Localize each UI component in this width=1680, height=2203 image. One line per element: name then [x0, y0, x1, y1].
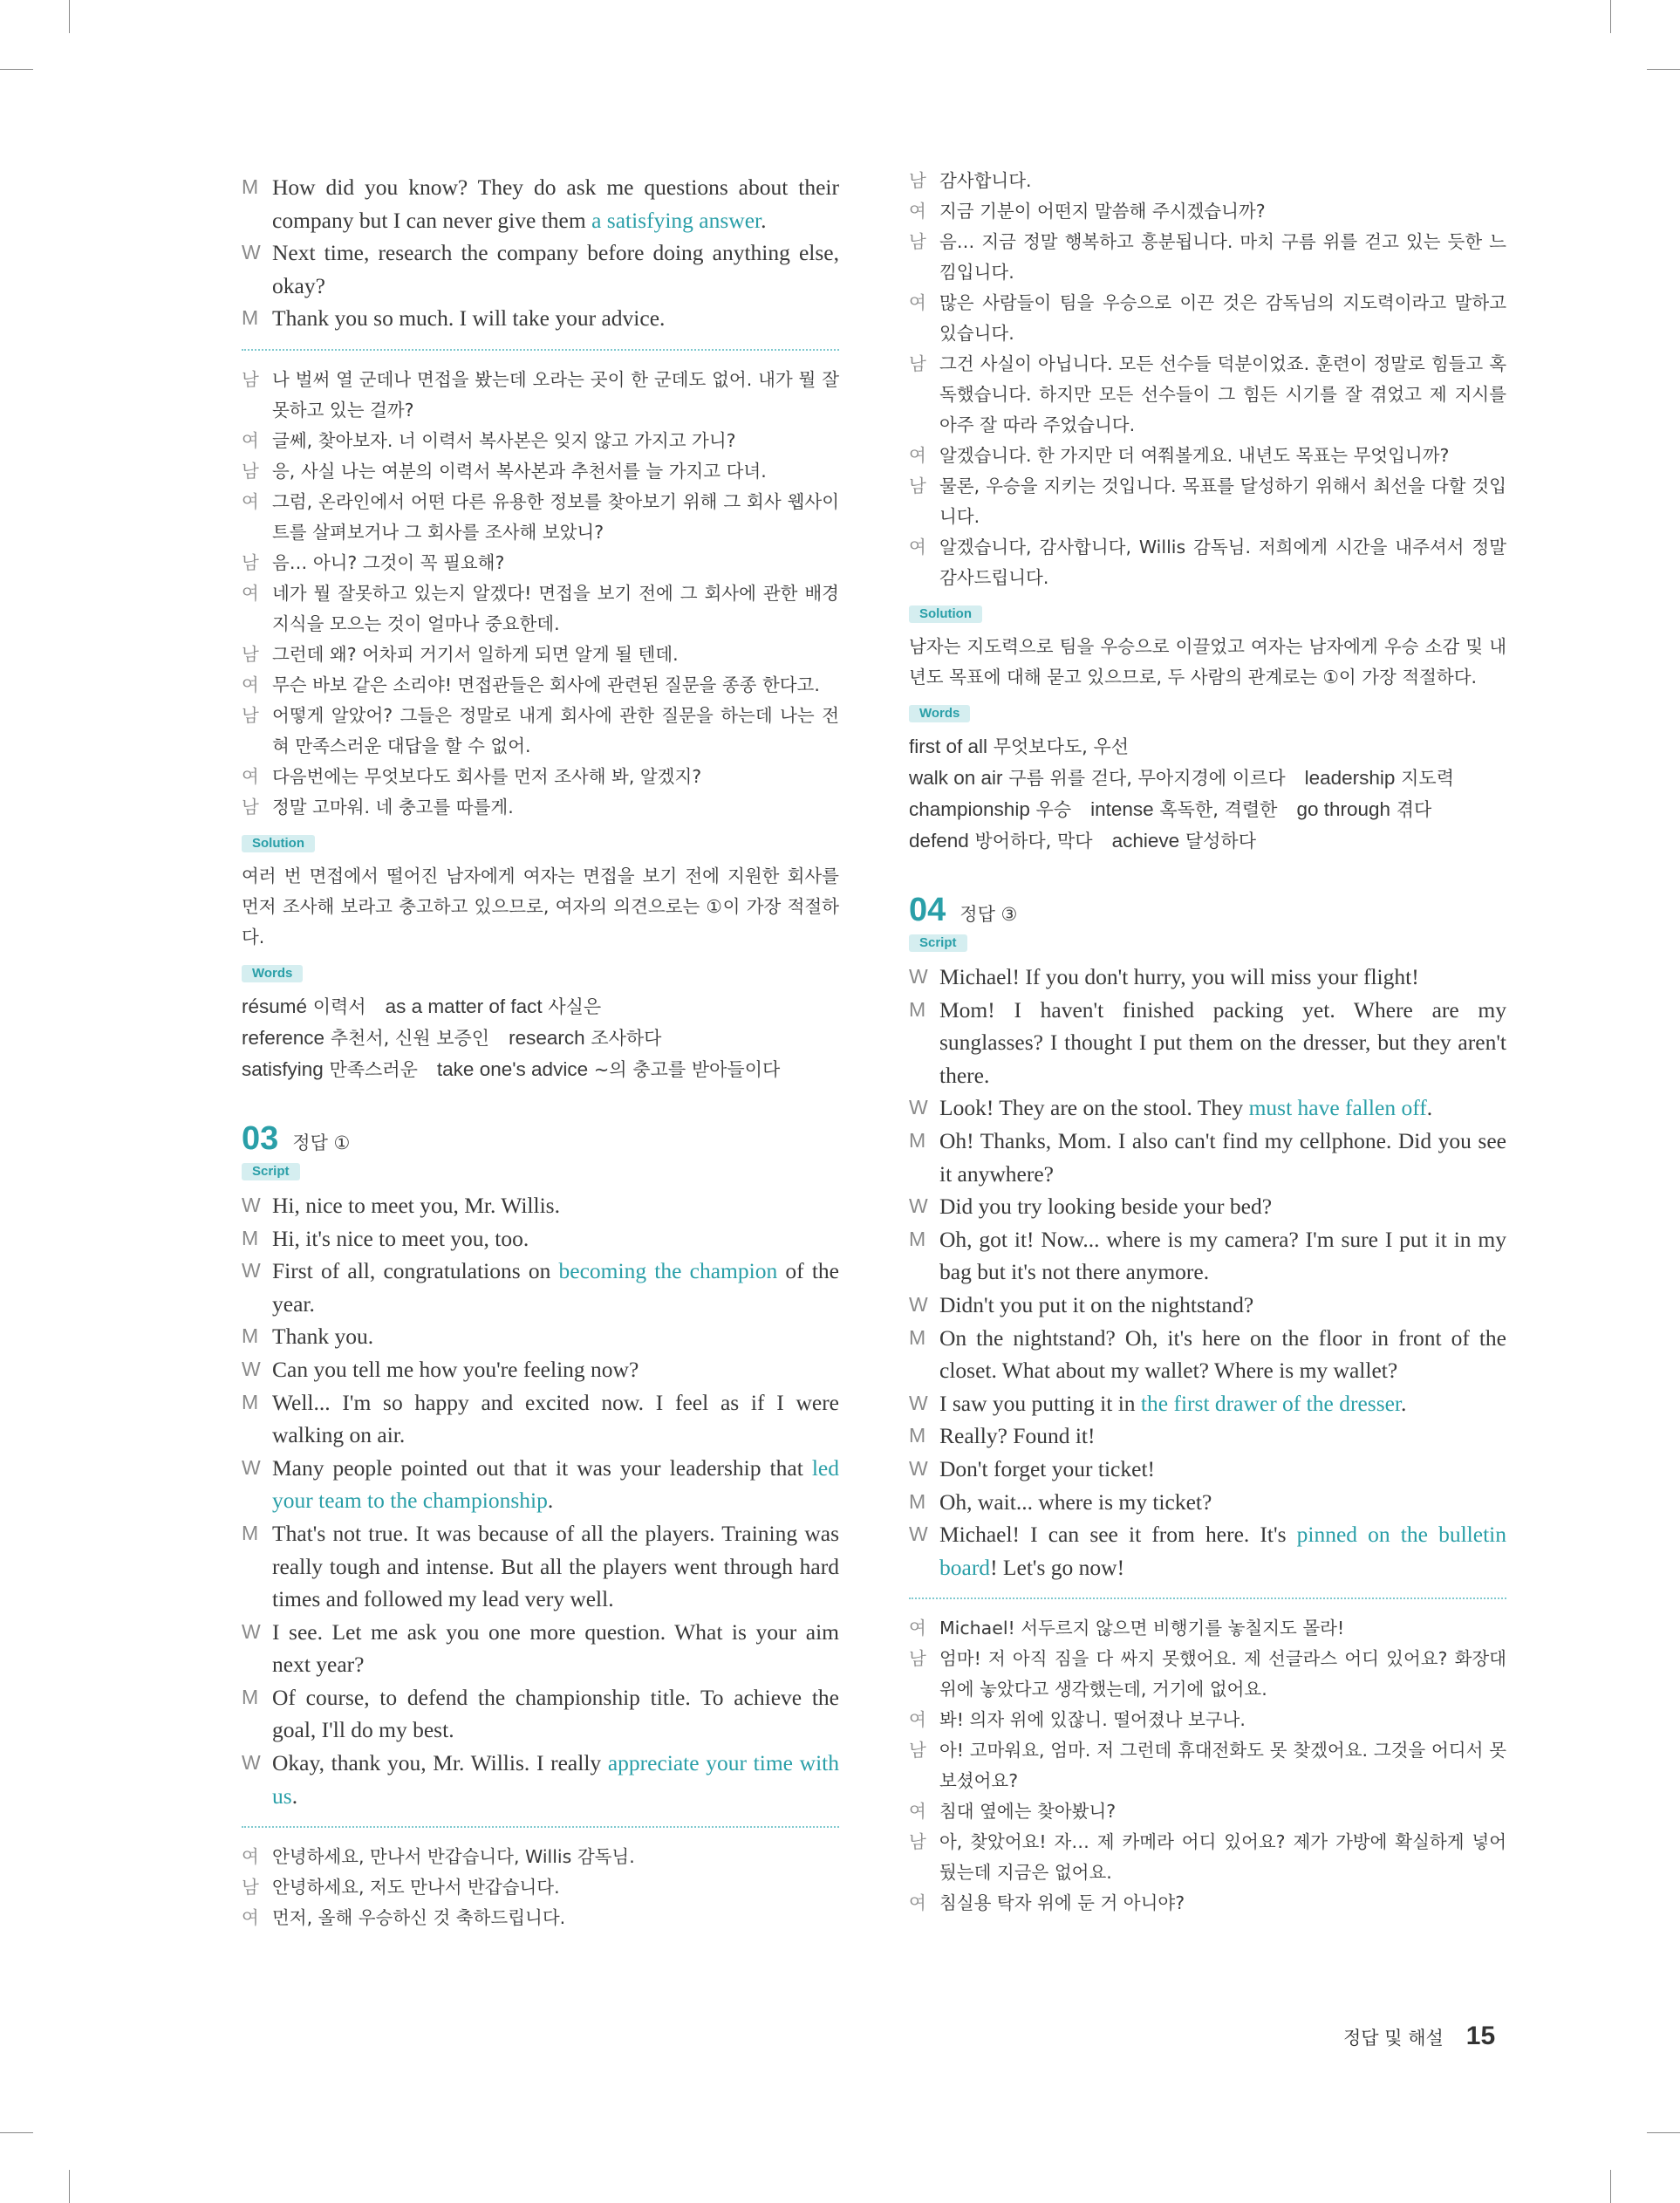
text-segment: of the year. — [272, 1258, 839, 1317]
speaker-label: W — [242, 1455, 261, 1479]
word-english: first of all — [909, 735, 988, 757]
dialog-line — [242, 236, 839, 302]
word-english: research — [509, 1026, 585, 1049]
speaker-label: 여 — [242, 582, 259, 604]
dialog-text: 음… 지금 정말 행복하고 흥분됩니다. 마치 구름 위를 걷고 있는 듯한 느낌입니다. — [939, 231, 1506, 283]
word-english: championship — [909, 798, 1030, 820]
speaker-label: 여 — [242, 429, 259, 451]
dialog-text: 안녕하세요, 저도 만나서 반갑습니다. — [272, 1877, 560, 1899]
dialog-text — [939, 1223, 1506, 1289]
dialog-text: 침대 옆에는 찾아봤니? — [939, 1801, 1117, 1823]
speaker-label: 남 — [909, 475, 926, 496]
word-item — [1112, 831, 1256, 852]
speaker-label: M — [909, 997, 926, 1021]
word-item — [1305, 768, 1454, 789]
dialog-line — [909, 1289, 1506, 1322]
text-segment: Thank you so much. I will take your advice. — [272, 305, 666, 332]
dialog-line — [909, 471, 1506, 532]
dialog-line — [909, 532, 1506, 593]
dialog-line — [242, 365, 839, 426]
highlighted-phrase: led your team to the championship — [272, 1454, 839, 1514]
word-meaning: 겪다 — [1396, 799, 1432, 820]
left-column — [242, 171, 839, 1933]
text-segment: Hi, it's nice to meet you, too. — [272, 1225, 529, 1251]
dialog-line — [242, 1255, 839, 1320]
dialog-ko-q04 — [909, 1613, 1506, 1919]
text-segment: Mom! I haven't finished packing yet. Where are my sunglasses? I thought I put them on the dresser, but they aren't there. — [939, 996, 1506, 1088]
dialog-text — [939, 1289, 1506, 1322]
dialog-line — [242, 1616, 839, 1681]
crop-mark-top-right-h — [1647, 69, 1680, 70]
speaker-label: 여 — [242, 765, 259, 787]
dialog-line — [909, 227, 1506, 288]
dialog-line — [909, 349, 1506, 441]
word-item — [242, 996, 366, 1017]
speaker-label: W — [242, 1357, 261, 1380]
dialog-text — [939, 1125, 1506, 1190]
speaker-label: 남 — [909, 170, 926, 191]
text-segment: . — [547, 1488, 554, 1514]
dialog-text: 먼저, 올해 우승하신 것 축하드립니다. — [272, 1907, 566, 1929]
text-segment: Well... I'm so happy and excited now. I feel as if I were walking on air. — [272, 1389, 839, 1448]
dialog-text — [939, 1420, 1506, 1453]
highlighted-phrase: the first drawer of the dresser — [1140, 1390, 1402, 1416]
dialog-line — [242, 1452, 839, 1517]
speaker-label: M — [242, 175, 259, 198]
word-item — [909, 799, 1071, 820]
dotted-separator — [242, 1826, 839, 1828]
dialog-line — [242, 426, 839, 456]
text-segment: . — [1426, 1095, 1433, 1121]
crop-mark-top-right-v — [1610, 0, 1611, 33]
speaker-label: 여 — [242, 1907, 259, 1929]
dialog-text — [939, 1387, 1506, 1420]
right-column — [909, 166, 1506, 1919]
text-segment: . — [291, 1782, 298, 1809]
text-segment: Hi, nice to meet you, Mr. Willis. — [272, 1192, 560, 1218]
highlighted-phrase: a satisfying answer — [591, 207, 761, 233]
dialog-text: 알겠습니다, 감사합니다, Willis 감독님. 저희에게 시간을 내주셔서 정말 감사드립니다. — [939, 537, 1506, 588]
dialog-text: 그런데 왜? 어차피 거기서 일하게 되면 알게 될 텐데. — [272, 643, 679, 665]
text-segment: Oh! Thanks, Mom. I also can't find my cellphone. Did you see it anywhere? — [939, 1127, 1506, 1187]
dialog-text: 무슨 바보 같은 소리야! 면접관들은 회사에 관련된 질문을 종종 한다고. — [272, 674, 820, 695]
speaker-label: 남 — [242, 460, 259, 482]
dialog-text: 알겠습니다. 한 가지만 더 여쭤볼게요. 내년도 목표는 무엇입니까? — [939, 445, 1450, 466]
dialog-text: 지금 기분이 어떤지 말씀해 주시겠습니까? — [939, 201, 1266, 222]
dialog-text — [272, 1681, 839, 1747]
speaker-label: 여 — [909, 445, 926, 466]
speaker-label: M — [242, 1226, 259, 1249]
speaker-label: W — [242, 1193, 261, 1216]
dialog-line — [909, 1125, 1506, 1190]
speaker-label: 남 — [909, 1740, 926, 1762]
word-meaning: 우승 — [1035, 799, 1072, 820]
speaker-label: M — [242, 1390, 259, 1413]
dialog-en-top — [242, 171, 839, 335]
speaker-label: M — [909, 1489, 926, 1513]
text-segment: Okay, thank you, Mr. Willis. I really — [272, 1750, 608, 1776]
text-segment: First of all, congratulations on — [272, 1258, 559, 1284]
speaker-label: W — [909, 1391, 928, 1414]
dialog-text — [939, 1453, 1506, 1486]
word-meaning: ~의 충고를 받아들이다 — [593, 1058, 781, 1080]
speaker-label: M — [909, 1325, 926, 1349]
dialog-line — [909, 196, 1506, 227]
crop-mark-bottom-left-v — [69, 2170, 70, 2203]
word-item — [242, 1028, 489, 1049]
speaker-label: M — [909, 1128, 926, 1152]
dialog-ko-top — [242, 365, 839, 823]
dialog-line — [909, 1322, 1506, 1387]
dialog-line — [242, 1747, 839, 1812]
speaker-label: 남 — [242, 368, 259, 390]
word-english: reference — [242, 1026, 325, 1049]
word-english: satisfying — [242, 1057, 324, 1080]
dialog-line — [242, 1320, 839, 1353]
dialog-text — [272, 1320, 839, 1353]
crop-mark-top-left-v — [69, 0, 70, 33]
question-header-04 — [909, 892, 1506, 929]
word-item — [242, 1059, 418, 1080]
dialog-text: 그럼, 온라인에서 어떤 다른 유용한 정보를 찾아보기 위해 그 회사 웹사이트를 살펴보거나 그 회사를 조사해 보았니? — [272, 490, 839, 543]
dotted-separator — [909, 1598, 1506, 1599]
dialog-text — [939, 1091, 1506, 1125]
speaker-label: 여 — [909, 292, 926, 313]
text-segment: Many people pointed out that it was your leadership that — [272, 1454, 812, 1481]
speaker-label: 남 — [242, 551, 259, 573]
word-english: intense — [1090, 798, 1154, 820]
highlighted-phrase: pinned on the bulletin board — [939, 1522, 1507, 1580]
text-segment: On the nightstand? Oh, it's here on the floor in front of the closet. What about my wallet? Where is my wallet? — [939, 1324, 1506, 1384]
dialog-line — [909, 1735, 1506, 1796]
dialog-line — [909, 1796, 1506, 1827]
text-segment: Next time, research the company before doing anything else, okay? — [272, 240, 839, 298]
dialog-line — [909, 1486, 1506, 1519]
dialog-text: 나 벌써 열 군데나 면접을 봤는데 오라는 곳이 한 군데도 없어. 내가 뭘 잘못하고 있는 걸까? — [272, 368, 839, 421]
dialog-text: 아! 고마워요, 엄마. 저 그런데 휴대전화도 못 찾겠어요. 그것을 어디서 못 보셨어요? — [939, 1740, 1506, 1792]
word-item — [386, 996, 602, 1017]
dialog-line — [242, 548, 839, 578]
dialog-line — [242, 1872, 839, 1903]
speaker-label: 여 — [909, 1801, 926, 1823]
speaker-label: W — [909, 1522, 928, 1546]
page-footer — [1343, 2022, 1495, 2051]
dialog-line — [242, 670, 839, 701]
dialog-line — [909, 1888, 1506, 1919]
question-number: 04 — [909, 892, 946, 928]
words-list — [909, 731, 1506, 857]
script-badge: Script — [909, 934, 967, 952]
dialog-text: 안녕하세요, 만나서 반갑습니다, Willis 감독님. — [272, 1846, 635, 1868]
word-meaning: 구름 위를 걷다, 무아지경에 이르다 — [1008, 768, 1286, 789]
word-english: go through — [1296, 798, 1391, 820]
text-segment: Thank you. — [272, 1324, 374, 1350]
speaker-label: 여 — [242, 1846, 259, 1868]
text-segment: Oh, wait... where is my ticket? — [939, 1488, 1212, 1515]
word-english: walk on air — [909, 767, 1003, 789]
dialog-line — [242, 1517, 839, 1616]
dialog-line — [242, 456, 839, 487]
word-english: defend — [909, 830, 969, 852]
dialog-line — [242, 578, 839, 640]
words-badge: Words — [909, 705, 970, 722]
dialog-text — [272, 302, 839, 335]
dialog-text — [272, 1386, 839, 1452]
text-segment: . — [761, 207, 767, 233]
speaker-label: M — [242, 1685, 259, 1708]
speaker-label: M — [909, 1424, 926, 1447]
dialog-text — [272, 236, 839, 302]
dialog-line — [242, 1353, 839, 1386]
speaker-label: 남 — [909, 231, 926, 252]
word-item — [909, 768, 1286, 789]
speaker-label: W — [909, 1194, 928, 1218]
solution-text: 여러 번 면접에서 떨어진 남자에게 여자는 면접을 보기 전에 지원한 회사를 먼저 조사해 보라고 충고하고 있으므로, 여자의 의견으로는 ①이 가장 적절하다. — [242, 865, 839, 948]
dialog-ko-q03-cont — [909, 166, 1506, 593]
speaker-label: 남 — [242, 1877, 259, 1899]
dotted-separator — [242, 349, 839, 351]
dialog-line — [242, 302, 839, 335]
text-segment: How did you know? They do ask me questions about their company but I can never give them — [272, 174, 839, 233]
highlighted-phrase: appreciate your time with us — [272, 1750, 839, 1809]
dialog-line — [242, 701, 839, 762]
text-segment: Didn't you put it on the nightstand? — [939, 1291, 1254, 1317]
speaker-label: W — [909, 1456, 928, 1480]
page-number: 15 — [1465, 2022, 1496, 2050]
word-item — [1090, 799, 1277, 820]
dialog-en-q03 — [242, 1189, 839, 1812]
dialog-line — [242, 1189, 839, 1222]
dialog-text: 그건 사실이 아닙니다. 모든 선수들 덕분이었죠. 훈련이 정말로 힘들고 혹독했습니다. 하지만 모든 선수들이 그 힘든 시기를 잘 겪었고 제 지시를 아주 잘 따라 주었습니다. — [939, 353, 1506, 435]
words-row — [242, 1023, 839, 1054]
dialog-line — [909, 1827, 1506, 1888]
word-meaning: 사실은 — [548, 995, 602, 1017]
dialog-text: Michael! 서두르지 않으면 비행기를 놓칠지도 몰라! — [939, 1618, 1345, 1639]
question-header-03 — [242, 1120, 839, 1158]
dialog-text: 침실용 탁자 위에 둔 거 아니야? — [939, 1892, 1185, 1914]
dialog-line — [909, 1613, 1506, 1644]
word-item — [909, 831, 1093, 852]
dialog-text — [939, 1322, 1506, 1387]
word-english: take one's advice — [436, 1057, 589, 1080]
word-item — [909, 736, 1129, 757]
dialog-text — [939, 1518, 1506, 1584]
text-segment: Did you try looking beside your bed? — [939, 1194, 1273, 1220]
question-number: 03 — [242, 1119, 279, 1157]
crop-mark-bottom-right-h — [1647, 2132, 1680, 2133]
text-segment: Can you tell me how you're feeling now? — [272, 1356, 639, 1382]
word-english: résumé — [242, 995, 308, 1017]
dialog-text: 음… 아니? 그것이 꼭 필요해? — [272, 551, 505, 573]
dialog-line — [909, 1387, 1506, 1420]
word-meaning: 달성하다 — [1185, 831, 1256, 852]
word-meaning: 만족스러운 — [329, 1058, 418, 1080]
crop-mark-bottom-right-v — [1610, 2170, 1611, 2203]
speaker-label: W — [909, 1096, 928, 1119]
dialog-line — [909, 961, 1506, 994]
speaker-label: 남 — [909, 1648, 926, 1670]
dialog-line — [909, 1518, 1506, 1584]
dialog-text: 글쎄, 찾아보자. 너 이력서 복사본은 잊지 않고 가지고 가니? — [272, 429, 736, 451]
dialog-text: 아, 찾았어요! 자… 제 카메라 어디 있어요? 제가 가방에 확실하게 넣어 뒀는데 지금은 없어요. — [939, 1831, 1506, 1884]
word-meaning: 방어하다, 막다 — [974, 831, 1093, 852]
word-item — [509, 1028, 661, 1049]
dialog-text: 응, 사실 나는 여분의 이력서 복사본과 추천서를 늘 가지고 다녀. — [272, 460, 767, 482]
word-item — [1296, 799, 1431, 820]
dialog-line — [909, 1190, 1506, 1223]
dialog-line — [909, 288, 1506, 349]
dialog-line — [242, 1903, 839, 1933]
word-meaning: 혹독한, 격렬한 — [1159, 799, 1278, 820]
dialog-text: 다음번에는 무엇보다도 회사를 먼저 조사해 봐, 알겠지? — [272, 765, 702, 787]
dialog-line — [242, 487, 839, 548]
dialog-line — [242, 1386, 839, 1452]
text-segment: That's not true. It was because of all the players. Training was really tough and intense. But all the players went through hard times and followed my lead very well. — [272, 1520, 839, 1612]
words-row — [242, 1054, 839, 1085]
word-english: leadership — [1304, 767, 1396, 789]
answer-label: 정답 ① — [292, 1132, 351, 1153]
dialog-text — [272, 1189, 839, 1222]
dialog-line — [909, 1453, 1506, 1486]
speaker-label: 여 — [242, 490, 259, 512]
word-meaning: 이력서 — [312, 995, 366, 1017]
dialog-line — [242, 1681, 839, 1747]
dialog-text: 많은 사람들이 팀을 우승으로 이끈 것은 감독님의 지도력이라고 말하고 있습니다. — [939, 292, 1506, 344]
speaker-label: 여 — [909, 1618, 926, 1639]
words-row — [242, 991, 839, 1023]
dialog-text — [272, 1353, 839, 1386]
crop-mark-top-left-h — [0, 69, 33, 70]
word-meaning: 조사하다 — [591, 1027, 662, 1049]
speaker-label: 남 — [242, 704, 259, 726]
text-segment: Really? Found it! — [939, 1423, 1096, 1449]
dialog-en-q04 — [909, 961, 1506, 1584]
speaker-label: W — [909, 1292, 928, 1316]
word-meaning: 지도력 — [1401, 768, 1454, 789]
word-english: achieve — [1111, 830, 1180, 852]
words-row — [909, 794, 1506, 825]
dialog-text: 봐! 의자 위에 있잖니. 떨어졌나 보구나. — [939, 1709, 1246, 1731]
dialog-ko-q03-start — [242, 1842, 839, 1933]
solution-text: 남자는 지도력으로 팀을 우승으로 이끌었고 여자는 남자에게 우승 소감 및 내년도 목표에 대해 묻고 있으므로, 두 사람의 관계로는 ①이 가장 적절하다. — [909, 636, 1506, 688]
solution-badge: Solution — [909, 605, 982, 623]
dialog-text — [939, 1190, 1506, 1223]
dialog-text: 엄마! 저 아직 짐을 다 싸지 못했어요. 제 선글라스 어디 있어요? 화장대 위에 놓았다고 생각했는데, 거기에 없어요. — [939, 1648, 1506, 1700]
speaker-label: W — [909, 965, 928, 988]
speaker-label: 남 — [242, 796, 259, 818]
dialog-line — [242, 1222, 839, 1255]
dialog-text — [272, 171, 839, 236]
speaker-label: 여 — [909, 537, 926, 558]
dialog-line — [909, 1223, 1506, 1289]
speaker-label: 여 — [242, 674, 259, 695]
dialog-text — [272, 1222, 839, 1255]
speaker-label: W — [242, 1619, 261, 1643]
words-badge: Words — [242, 965, 303, 982]
speaker-label: M — [909, 1227, 926, 1250]
dialog-line — [242, 640, 839, 670]
dialog-line — [909, 441, 1506, 471]
dialog-text: 네가 뭘 잘못하고 있는지 알겠다! 면접을 보기 전에 그 회사에 관한 배경지식을 모으는 것이 얼마나 중요한데. — [272, 582, 839, 634]
words-row — [909, 825, 1506, 857]
speaker-label: 여 — [909, 201, 926, 222]
dialog-line — [242, 1842, 839, 1872]
dialog-text — [939, 1486, 1506, 1519]
text-segment: Don't forget your ticket! — [939, 1455, 1156, 1481]
speaker-label: W — [242, 1751, 261, 1775]
dialog-line — [242, 762, 839, 792]
dialog-text — [272, 1517, 839, 1616]
dialog-line — [909, 166, 1506, 196]
dialog-line — [242, 792, 839, 823]
text-segment: Michael! If you don't hurry, you will miss your flight! — [939, 964, 1419, 989]
dialog-line — [909, 1705, 1506, 1735]
answer-label: 정답 ③ — [960, 904, 1018, 925]
text-segment: . — [1401, 1390, 1407, 1416]
dialog-line — [242, 171, 839, 236]
solution-badge: Solution — [242, 835, 315, 852]
text-segment: Michael! I can see it from here. It's — [939, 1522, 1297, 1548]
dialog-text: 정말 고마워. 네 충고를 따를게. — [272, 796, 514, 818]
speaker-label: 여 — [909, 1892, 926, 1914]
speaker-label: M — [242, 306, 259, 330]
dialog-line — [909, 994, 1506, 1092]
words-list — [242, 991, 839, 1085]
dialog-line — [909, 1644, 1506, 1705]
script-badge: Script — [242, 1163, 300, 1180]
dialog-text — [272, 1255, 839, 1320]
speaker-label: M — [242, 1324, 259, 1348]
speaker-label: 남 — [242, 643, 259, 665]
dialog-text — [939, 961, 1506, 994]
speaker-label: 남 — [909, 353, 926, 374]
footer-label: 정답 및 해설 — [1343, 2028, 1444, 2049]
words-row — [909, 763, 1506, 794]
text-segment: I saw you putting it in — [939, 1390, 1141, 1416]
word-meaning: 추천서, 신원 보증인 — [330, 1027, 490, 1049]
speaker-label: W — [242, 1259, 261, 1283]
word-meaning: 무엇보다도, 우선 — [993, 736, 1130, 757]
dialog-text — [939, 994, 1506, 1092]
text-segment: I see. Let me ask you one more question. What is your aim next year? — [272, 1618, 839, 1678]
text-segment: Of course, to defend the championship title. To achieve the goal, I'll do my best. — [272, 1684, 839, 1743]
dialog-line — [909, 1091, 1506, 1125]
dialog-text — [272, 1747, 839, 1812]
dialog-text: 어떻게 알았어? 그들은 정말로 내게 회사에 관한 질문을 하는데 나는 전혀 만족스러운 대답을 할 수 없어. — [272, 704, 839, 756]
text-segment: Oh, got it! Now... where is my camera? I'm sure I put it in my bag but it's not there anymore. — [939, 1226, 1506, 1285]
highlighted-phrase: must have fallen off — [1248, 1095, 1427, 1121]
dialog-text: 물론, 우승을 지키는 것입니다. 목표를 달성하기 위해서 최선을 다할 것입니다. — [939, 475, 1506, 527]
dialog-text: 감사합니다. — [939, 170, 1032, 191]
word-item — [437, 1059, 780, 1080]
dialog-text — [272, 1452, 839, 1517]
words-row — [909, 731, 1506, 763]
speaker-label: 남 — [909, 1831, 926, 1853]
dialog-line — [909, 1420, 1506, 1453]
speaker-label: W — [242, 241, 261, 264]
speaker-label: M — [242, 1521, 259, 1544]
text-segment: Look! They are on the stool. They — [939, 1095, 1249, 1121]
word-english: as a matter of fact — [385, 995, 543, 1017]
dialog-text — [272, 1616, 839, 1681]
highlighted-phrase: becoming the champion — [558, 1258, 778, 1284]
text-segment: ! Let's go now! — [990, 1554, 1125, 1580]
crop-mark-bottom-left-h — [0, 2132, 33, 2133]
speaker-label: 여 — [909, 1709, 926, 1731]
